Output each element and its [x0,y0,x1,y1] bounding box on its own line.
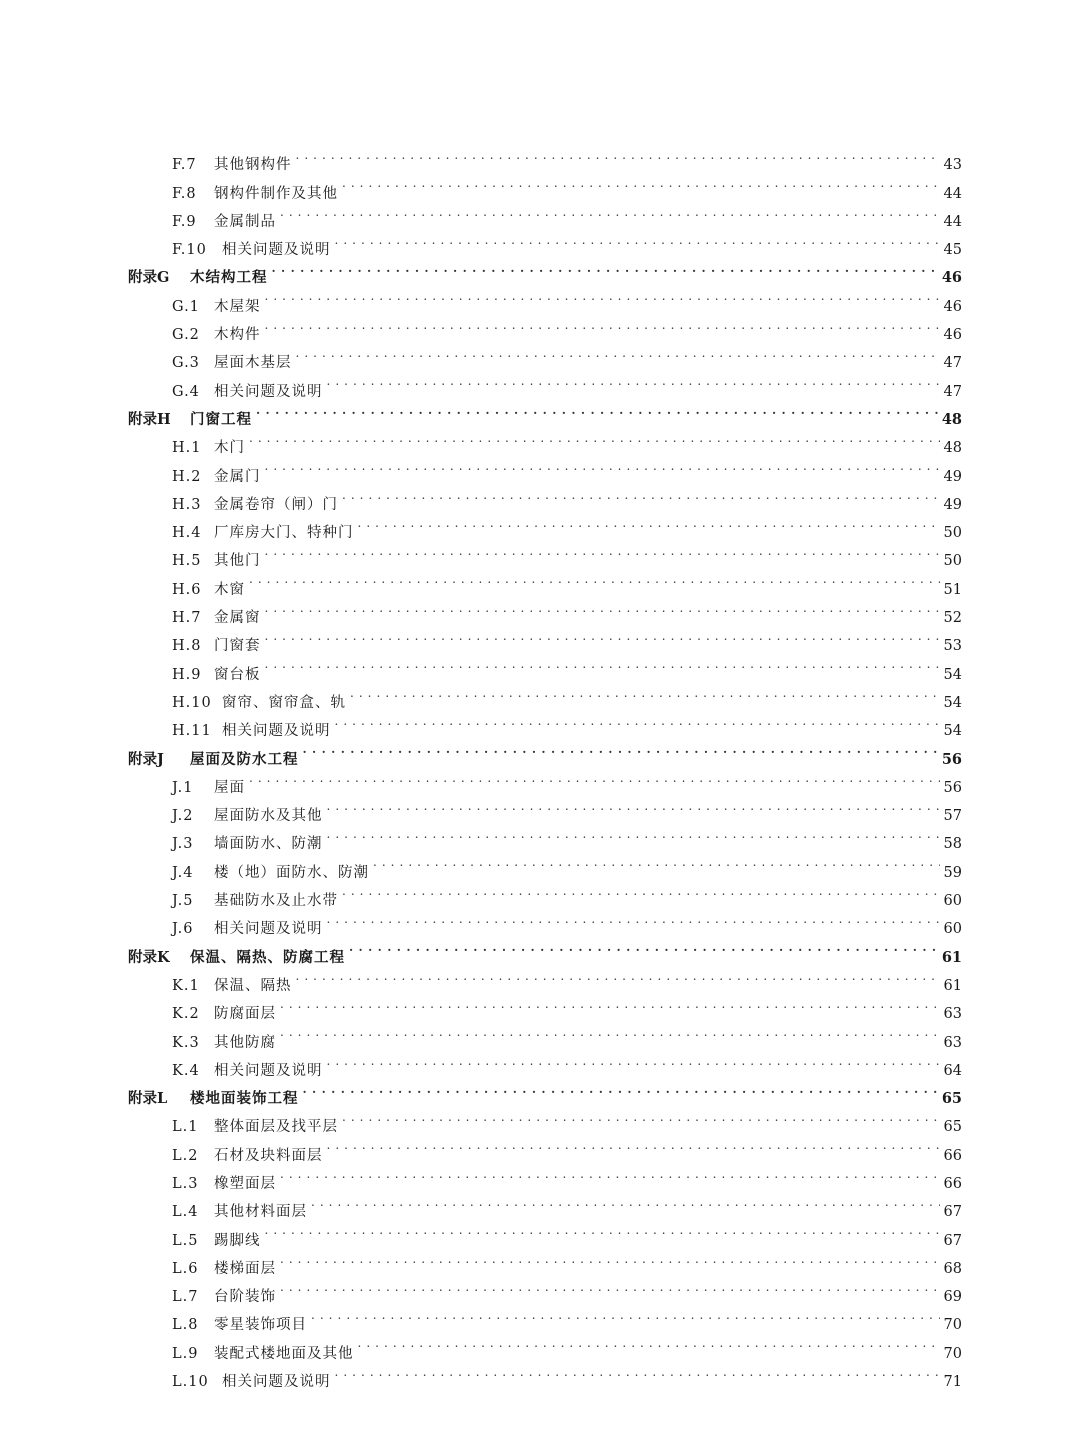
toc-entry-number: H.7 [172,610,202,627]
toc-entry-number: F.9 [172,213,197,230]
toc-entry-page-number: 52 [943,610,962,627]
toc-entry-number: H.6 [172,581,202,598]
toc-entry-page-number: 46 [941,269,962,287]
toc-entry-title: 木窗 [214,581,245,598]
toc-entry-title: 钢构件制作及其他 [214,185,338,202]
toc-entry-title: 其他钢构件 [214,157,292,174]
toc-entry-title: 相关问题及说明 [214,921,323,938]
toc-entry-title: 墙面防水、防潮 [214,836,323,853]
toc-entry-title: 其他材料面层 [214,1204,307,1221]
toc-entry-number: J.1 [172,779,194,796]
dot-leader [335,707,940,735]
dot-leader [296,339,940,367]
toc-entry-number: J.4 [172,864,194,881]
toc-entry-number: H.4 [172,525,202,542]
toc-entry-title: 保温、隔热 [214,977,292,994]
toc-entry-title: 门窗工程 [190,410,252,428]
table-of-contents [128,141,962,1391]
toc-entry-page-number: 54 [943,666,962,683]
toc-entry-number: L.1 [172,1119,199,1136]
toc-entry-page-number: 51 [943,581,962,598]
dot-leader [349,933,938,961]
toc-entry-page-number: 70 [943,1345,962,1362]
toc-section-entry[interactable] [128,565,962,598]
toc-entry-number: H.2 [172,468,202,485]
dot-leader [342,1103,940,1131]
dot-leader [296,141,940,169]
toc-entry-number: L.6 [172,1260,199,1277]
toc-entry-page-number: 61 [943,977,962,994]
toc-entry-page-number: 63 [943,1006,962,1023]
toc-entry-page-number: 49 [943,496,962,513]
toc-entry-number: G.3 [172,355,200,372]
dot-leader [280,990,940,1018]
toc-entry-title: 相关问题及说明 [222,242,331,259]
toc-entry-page-number: 66 [943,1175,962,1192]
toc-entry-page-number: 67 [943,1232,962,1249]
toc-entry-page-number: 56 [943,779,962,796]
toc-entry-number: L.4 [172,1204,199,1221]
dot-leader [327,905,940,933]
toc-entry-title: 其他门 [214,553,261,570]
toc-entry-title: 台阶装饰 [214,1289,276,1306]
toc-entry-title: 屋面 [214,779,245,796]
toc-section-entry[interactable] [128,764,962,796]
toc-entry-number: J.6 [172,921,194,938]
toc-entry-title: 门窗套 [214,638,261,655]
toc-entry-page-number: 70 [943,1317,962,1334]
dot-leader [280,1273,940,1301]
toc-entry-title: 木结构工程 [190,269,268,287]
toc-entry-number: K.3 [172,1034,200,1051]
dot-leader [335,1358,940,1386]
toc-entry-number: H.5 [172,553,202,570]
toc-entry-number: H.1 [172,440,202,457]
dot-leader [350,679,940,707]
dot-leader [280,1018,940,1046]
toc-entry-number: G.4 [172,383,200,400]
dot-leader [280,1245,940,1273]
toc-entry-page-number: 60 [943,921,962,938]
toc-entry-number: G.1 [172,298,200,315]
toc-entry-number: G.2 [172,327,200,344]
dot-leader [335,226,940,254]
toc-entry-page-number: 67 [943,1204,962,1221]
toc-entry-title: 金属门 [214,468,261,485]
toc-entry-title: 橡塑面层 [214,1175,276,1192]
toc-section-entry[interactable] [128,424,962,457]
toc-entry-number: L.10 [172,1374,209,1391]
toc-entry-number: 附录J [128,750,164,768]
dot-leader [311,1301,940,1329]
dot-leader [342,169,940,197]
dot-leader [327,1131,940,1159]
toc-entry-page-number: 64 [943,1062,962,1079]
dot-leader [311,1188,940,1216]
toc-entry-number: L.5 [172,1232,199,1249]
toc-entry-number: K.2 [172,1006,200,1023]
toc-entry-number: H.8 [172,638,202,655]
dot-leader [265,452,940,480]
dot-leader [303,735,938,763]
toc-section-entry[interactable] [128,141,962,174]
toc-entry-title: 踢脚线 [214,1232,261,1249]
toc-entry-page-number: 59 [943,864,962,881]
toc-entry-number: L.2 [172,1147,199,1164]
dot-leader [373,848,940,876]
toc-entry-title: 其他防腐 [214,1034,276,1051]
toc-entry-page-number: 53 [943,638,962,655]
toc-entry-page-number: 63 [943,1034,962,1051]
toc-entry-title: 保温、隔热、防腐工程 [190,948,345,966]
toc-entry-title: 零星装饰项目 [214,1317,307,1334]
toc-entry-title: 楼梯面层 [214,1260,276,1277]
toc-entry-title: 屋面木基层 [214,355,292,372]
toc-section-entry[interactable] [128,594,962,627]
dot-leader [249,565,940,593]
toc-section-entry[interactable] [128,792,962,825]
toc-entry-page-number: 48 [943,440,962,457]
dot-leader [280,198,940,226]
toc-entry-page-number: 65 [941,1090,962,1108]
dot-leader [265,650,940,678]
toc-entry-number: K.4 [172,1062,200,1079]
toc-entry-page-number: 46 [943,298,962,315]
toc-entry-page-number: 69 [943,1289,962,1306]
dot-leader [327,1047,940,1075]
dot-leader [358,1329,940,1357]
toc-entry-page-number: 60 [943,893,962,910]
dot-leader [272,254,938,282]
toc-entry-page-number: 45 [943,242,962,259]
toc-entry-title: 楼（地）面防水、防潮 [214,864,369,881]
dot-leader [265,622,940,650]
dot-leader [265,282,940,310]
dot-leader [303,1075,938,1103]
toc-entry-page-number: 44 [943,213,962,230]
dot-leader [358,509,940,537]
toc-entry-number: H.11 [172,723,212,740]
toc-entry-title: 相关问题及说明 [222,723,331,740]
dot-leader [265,1216,940,1244]
toc-entry-page-number: 54 [943,723,962,740]
toc-entry-number: K.1 [172,977,200,994]
toc-entry-title: 金属窗 [214,610,261,627]
dot-leader [280,1160,940,1188]
toc-entry-title: 屋面及防水工程 [190,750,299,768]
toc-entry-page-number: 61 [941,948,962,966]
toc-entry-title: 金属制品 [214,213,276,230]
toc-entry-number: J.5 [172,893,194,910]
toc-entry-page-number: 44 [943,185,962,202]
dot-leader [327,820,940,848]
toc-entry-page-number: 50 [943,553,962,570]
toc-entry-title: 木构件 [214,327,261,344]
toc-entry-number: J.2 [172,808,194,825]
toc-entry-title: 相关问题及说明 [214,383,323,400]
toc-entry-page-number: 49 [943,468,962,485]
toc-entry-page-number: 48 [941,410,962,428]
toc-entry-title: 基础防水及止水带 [214,893,338,910]
toc-entry-number: H.10 [172,694,212,711]
toc-entry-title: 防腐面层 [214,1006,276,1023]
toc-entry-page-number: 57 [943,808,962,825]
toc-entry-number: F.8 [172,185,197,202]
toc-entry-title: 装配式楼地面及其他 [214,1345,354,1362]
toc-entry-number: 附录H [128,410,171,428]
toc-entry-page-number: 56 [941,750,962,768]
dot-leader [265,537,940,565]
toc-entry-title: 木屋架 [214,298,261,315]
toc-entry-number: 附录L [128,1090,168,1108]
toc-entry-number: J.3 [172,836,194,853]
toc-entry-title: 楼地面装饰工程 [190,1090,299,1108]
dot-leader [342,877,940,905]
toc-entry-title: 金属卷帘（闸）门 [214,496,338,513]
toc-entry-title: 相关问题及说明 [214,1062,323,1079]
toc-entry-page-number: 66 [943,1147,962,1164]
dot-leader [327,367,940,395]
toc-entry-number: L.7 [172,1289,199,1306]
toc-entry-page-number: 54 [943,694,962,711]
dot-leader [265,311,940,339]
dot-leader [342,481,940,509]
toc-entry-page-number: 50 [943,525,962,542]
toc-entry-page-number: 47 [943,383,962,400]
dot-leader [249,424,940,452]
toc-entry-title: 整体面层及找平层 [214,1119,338,1136]
toc-entry-page-number: 58 [943,836,962,853]
toc-entry-number: F.7 [172,157,197,174]
toc-entry-number: H.9 [172,666,202,683]
toc-entry-title: 窗台板 [214,666,261,683]
toc-entry-page-number: 71 [943,1374,962,1391]
toc-entry-page-number: 43 [943,157,962,174]
toc-entry-number: L.8 [172,1317,199,1334]
toc-entry-page-number: 68 [943,1260,962,1277]
dot-leader [256,396,938,424]
dot-leader [249,764,940,792]
toc-entry-page-number: 46 [943,327,962,344]
toc-entry-number: 附录G [128,269,170,287]
dot-leader [265,594,940,622]
toc-entry-number: 附录K [128,948,170,966]
toc-entry-title: 相关问题及说明 [222,1374,331,1391]
toc-entry-title: 木门 [214,440,245,457]
toc-entry-page-number: 47 [943,355,962,372]
toc-entry-title: 厂库房大门、特种门 [214,525,354,542]
dot-leader [327,792,940,820]
toc-section-entry[interactable] [128,452,962,485]
toc-entry-number: F.10 [172,242,207,259]
toc-entry-number: L.3 [172,1175,199,1192]
dot-leader [296,962,940,990]
toc-entry-number: H.3 [172,496,202,513]
toc-entry-title: 屋面防水及其他 [214,808,323,825]
toc-entry-title: 窗帘、窗帘盒、轨 [222,694,346,711]
toc-entry-number: L.9 [172,1345,199,1362]
toc-entry-page-number: 65 [943,1119,962,1136]
toc-entry-title: 石材及块料面层 [214,1147,323,1164]
